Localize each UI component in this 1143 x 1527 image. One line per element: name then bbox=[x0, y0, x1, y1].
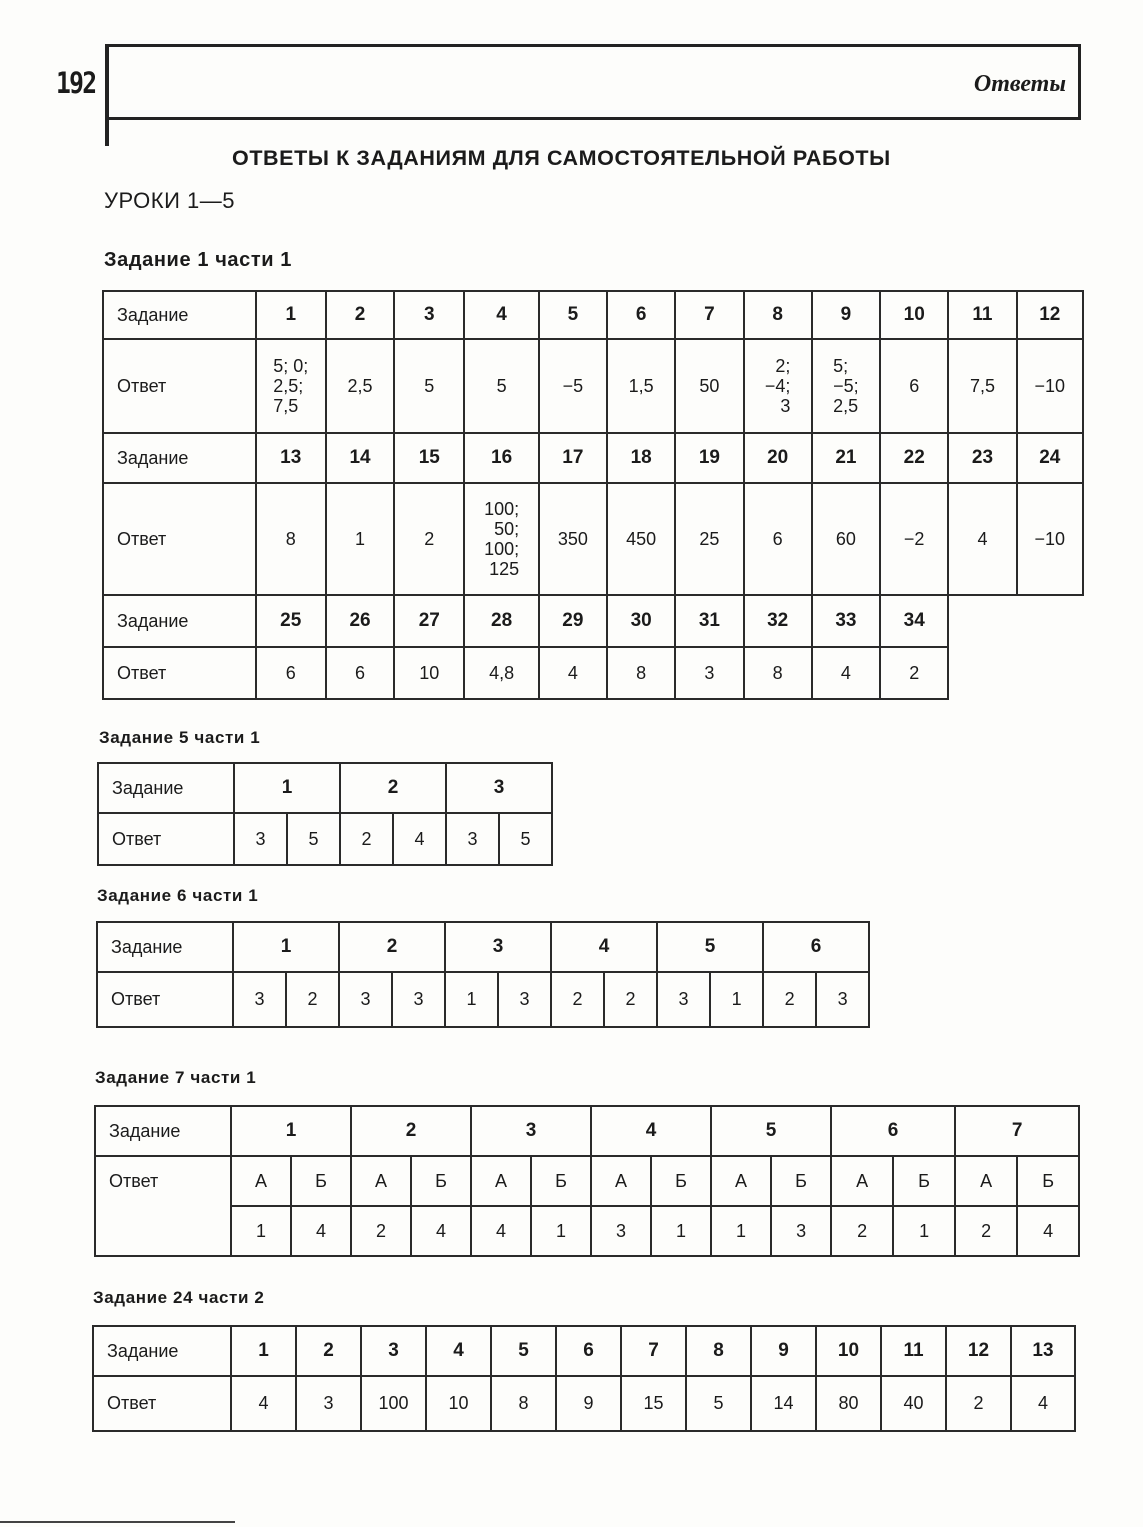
answer-label: Ответ bbox=[97, 972, 233, 1027]
task-number: 9 bbox=[812, 291, 880, 339]
answer-cell: 4 bbox=[471, 1206, 531, 1256]
task-label: Задание bbox=[103, 291, 256, 339]
task-row bbox=[95, 1106, 1079, 1156]
answer-cell: 3 bbox=[498, 972, 551, 1027]
answer-cell: −2 bbox=[880, 483, 948, 595]
answer-cell: −10 bbox=[1017, 339, 1083, 433]
task-number: 16 bbox=[464, 433, 538, 483]
task-row bbox=[93, 1326, 1075, 1376]
task-number: 14 bbox=[326, 433, 394, 483]
answer-cell: 4 bbox=[812, 647, 880, 699]
answer-cell: −5 bbox=[539, 339, 607, 433]
task-number: 1 bbox=[231, 1326, 296, 1376]
task-number: 5 bbox=[657, 922, 763, 972]
page-number: 192 bbox=[56, 66, 96, 100]
task-number: 1 bbox=[234, 763, 340, 813]
section-title-task7: Задание 7 части 1 bbox=[95, 1068, 257, 1087]
task-number: 29 bbox=[539, 595, 607, 647]
task-number: 7 bbox=[955, 1106, 1079, 1156]
answer-cell: 8 bbox=[491, 1376, 556, 1431]
task-number: 20 bbox=[744, 433, 812, 483]
answer-cell: 25 bbox=[675, 483, 743, 595]
answers-table-task24 bbox=[92, 1325, 1076, 1432]
task-number: 17 bbox=[539, 433, 607, 483]
answer-cell: 5 bbox=[464, 339, 538, 433]
answers-table-task5 bbox=[97, 762, 553, 866]
header-section-title: Ответы bbox=[973, 71, 1066, 97]
answer-cell: 3 bbox=[339, 972, 392, 1027]
answer-cell: 60 bbox=[812, 483, 880, 595]
task-number: 6 bbox=[556, 1326, 621, 1376]
answer-row bbox=[103, 339, 1083, 433]
answer-cell: 3 bbox=[657, 972, 710, 1027]
task-row bbox=[103, 595, 1083, 647]
letter-cell: Б bbox=[651, 1156, 711, 1206]
task-row bbox=[97, 922, 869, 972]
task-label: Задание bbox=[103, 433, 256, 483]
task-number: 10 bbox=[880, 291, 948, 339]
answer-label: Ответ bbox=[103, 647, 256, 699]
letter-cell: А bbox=[711, 1156, 771, 1206]
answer-cell: 2 bbox=[880, 647, 948, 699]
answer-cell: 6 bbox=[326, 647, 394, 699]
task-number: 31 bbox=[675, 595, 743, 647]
task-row bbox=[98, 763, 552, 813]
answer-cell: 2,5 bbox=[326, 339, 394, 433]
answer-cell: 4 bbox=[1017, 1206, 1079, 1256]
task-number: 8 bbox=[744, 291, 812, 339]
answer-cell: 6 bbox=[880, 339, 948, 433]
task-number: 25 bbox=[256, 595, 326, 647]
answer-cell: 4,8 bbox=[464, 647, 538, 699]
empty-cell bbox=[1017, 595, 1083, 647]
answer-cell: 100 bbox=[361, 1376, 426, 1431]
answer-cell: 1 bbox=[711, 1206, 771, 1256]
header-box bbox=[105, 44, 1081, 120]
answer-cell: 450 bbox=[607, 483, 675, 595]
task-number: 12 bbox=[946, 1326, 1011, 1376]
answer-cell: 3 bbox=[296, 1376, 361, 1431]
task-number: 27 bbox=[394, 595, 464, 647]
answer-cell: 2 bbox=[286, 972, 339, 1027]
answer-cell: 9 bbox=[556, 1376, 621, 1431]
answer-cell: 1 bbox=[231, 1206, 291, 1256]
answer-cell: 15 bbox=[621, 1376, 686, 1431]
answer-cell: 4 bbox=[539, 647, 607, 699]
lessons-heading: УРОКИ 1—5 bbox=[104, 188, 235, 213]
answer-row bbox=[97, 972, 869, 1027]
answer-cell: 2 bbox=[763, 972, 816, 1027]
answers-table-task7 bbox=[94, 1105, 1080, 1257]
task-number: 19 bbox=[675, 433, 743, 483]
answer-cell: 100; 50; 100; 125 bbox=[464, 483, 538, 595]
letter-cell: А bbox=[831, 1156, 893, 1206]
answer-cell: 3 bbox=[392, 972, 445, 1027]
task-number: 8 bbox=[686, 1326, 751, 1376]
letter-cell: А bbox=[231, 1156, 291, 1206]
answer-cell: 5; −5; 2,5 bbox=[812, 339, 880, 433]
answer-cell: 6 bbox=[744, 483, 812, 595]
answer-cell: 3 bbox=[591, 1206, 651, 1256]
task-number: 2 bbox=[340, 763, 446, 813]
task-number: 18 bbox=[607, 433, 675, 483]
answer-cell: 3 bbox=[233, 972, 286, 1027]
answer-cell: 10 bbox=[394, 647, 464, 699]
letter-cell: Б bbox=[291, 1156, 351, 1206]
task-number: 1 bbox=[256, 291, 326, 339]
answer-label: Ответ bbox=[98, 813, 234, 865]
task-number: 4 bbox=[426, 1326, 491, 1376]
task-number: 5 bbox=[711, 1106, 831, 1156]
task-number: 26 bbox=[326, 595, 394, 647]
empty-cell bbox=[948, 647, 1016, 699]
task-number: 3 bbox=[361, 1326, 426, 1376]
task-number: 13 bbox=[256, 433, 326, 483]
answer-cell: 80 bbox=[816, 1376, 881, 1431]
task-number: 1 bbox=[231, 1106, 351, 1156]
answer-cell: 5 bbox=[499, 813, 552, 865]
task-label: Задание bbox=[98, 763, 234, 813]
letter-cell: А bbox=[471, 1156, 531, 1206]
answer-cell: 40 bbox=[881, 1376, 946, 1431]
task-number: 4 bbox=[551, 922, 657, 972]
empty-cell bbox=[1017, 647, 1083, 699]
task-label: Задание bbox=[95, 1106, 231, 1156]
letter-cell: Б bbox=[411, 1156, 471, 1206]
task-number: 6 bbox=[607, 291, 675, 339]
task-number: 3 bbox=[445, 922, 551, 972]
task-number: 2 bbox=[296, 1326, 361, 1376]
task-number: 5 bbox=[539, 291, 607, 339]
answer-cell: 4 bbox=[948, 483, 1016, 595]
task-number: 12 bbox=[1017, 291, 1083, 339]
section-title-task24: Задание 24 части 2 bbox=[93, 1288, 265, 1307]
section-title-task1: Задание 1 части 1 bbox=[104, 249, 293, 271]
task-number: 30 bbox=[607, 595, 675, 647]
task-number: 2 bbox=[326, 291, 394, 339]
answer-cell: −10 bbox=[1017, 483, 1083, 595]
task-number: 28 bbox=[464, 595, 538, 647]
answer-cell: 1,5 bbox=[607, 339, 675, 433]
answer-cell: 350 bbox=[539, 483, 607, 595]
answer-row bbox=[103, 647, 1083, 699]
task-number: 11 bbox=[881, 1326, 946, 1376]
answer-cell: 4 bbox=[1011, 1376, 1075, 1431]
answer-cell: 3 bbox=[234, 813, 287, 865]
task-number: 15 bbox=[394, 433, 464, 483]
task-label: Задание bbox=[93, 1326, 231, 1376]
task-number: 9 bbox=[751, 1326, 816, 1376]
answer-label: Ответ bbox=[95, 1156, 231, 1256]
letter-cell: Б bbox=[1017, 1156, 1079, 1206]
answer-cell: 8 bbox=[744, 647, 812, 699]
letter-row bbox=[95, 1156, 1079, 1206]
answer-cell: 1 bbox=[893, 1206, 955, 1256]
bottom-rule bbox=[0, 1521, 235, 1523]
answer-cell: 1 bbox=[651, 1206, 711, 1256]
answer-cell: 1 bbox=[326, 483, 394, 595]
answer-cell: 4 bbox=[291, 1206, 351, 1256]
letter-cell: Б bbox=[531, 1156, 591, 1206]
task-row bbox=[103, 433, 1083, 483]
task-number: 3 bbox=[446, 763, 552, 813]
task-number: 11 bbox=[948, 291, 1016, 339]
task-number: 2 bbox=[339, 922, 445, 972]
letter-cell: А bbox=[955, 1156, 1017, 1206]
task-label: Задание bbox=[97, 922, 233, 972]
answer-cell: 50 bbox=[675, 339, 743, 433]
task-number: 34 bbox=[880, 595, 948, 647]
answer-cell: 4 bbox=[393, 813, 446, 865]
answer-row bbox=[93, 1376, 1075, 1431]
task-number: 4 bbox=[591, 1106, 711, 1156]
task-number: 1 bbox=[233, 922, 339, 972]
answer-cell: 3 bbox=[771, 1206, 831, 1256]
answer-cell: 10 bbox=[426, 1376, 491, 1431]
answer-cell: 7,5 bbox=[948, 339, 1016, 433]
answer-cell: 2 bbox=[551, 972, 604, 1027]
task-number: 23 bbox=[948, 433, 1016, 483]
task-number: 7 bbox=[621, 1326, 686, 1376]
answer-cell: 2 bbox=[946, 1376, 1011, 1431]
answer-cell: 6 bbox=[256, 647, 326, 699]
answers-table-task6 bbox=[96, 921, 870, 1028]
answer-cell: 2 bbox=[955, 1206, 1017, 1256]
task-number: 22 bbox=[880, 433, 948, 483]
letter-cell: А bbox=[591, 1156, 651, 1206]
task-label: Задание bbox=[103, 595, 256, 647]
answer-cell: 2; −4; 3 bbox=[744, 339, 812, 433]
task-number: 7 bbox=[675, 291, 743, 339]
task-number: 24 bbox=[1017, 433, 1083, 483]
empty-cell bbox=[948, 595, 1016, 647]
task-number: 32 bbox=[744, 595, 812, 647]
answer-row bbox=[103, 483, 1083, 595]
answer-cell: 5; 0; 2,5; 7,5 bbox=[256, 339, 326, 433]
answer-cell: 1 bbox=[445, 972, 498, 1027]
task-number: 13 bbox=[1011, 1326, 1075, 1376]
task-number: 3 bbox=[471, 1106, 591, 1156]
answer-cell: 8 bbox=[607, 647, 675, 699]
task-number: 6 bbox=[763, 922, 869, 972]
task-number: 6 bbox=[831, 1106, 955, 1156]
task-number: 3 bbox=[394, 291, 464, 339]
answer-cell: 1 bbox=[710, 972, 763, 1027]
task-number: 2 bbox=[351, 1106, 471, 1156]
answer-cell: 2 bbox=[394, 483, 464, 595]
header-stem bbox=[105, 118, 109, 146]
answer-label: Ответ bbox=[103, 339, 256, 433]
answer-cell: 5 bbox=[394, 339, 464, 433]
answer-cell: 1 bbox=[531, 1206, 591, 1256]
task-number: 33 bbox=[812, 595, 880, 647]
answer-row bbox=[95, 1206, 1079, 1256]
answer-cell: 2 bbox=[604, 972, 657, 1027]
answer-cell: 4 bbox=[411, 1206, 471, 1256]
task-number: 21 bbox=[812, 433, 880, 483]
section-title-task5: Задание 5 части 1 bbox=[99, 728, 261, 747]
answer-cell: 2 bbox=[340, 813, 393, 865]
letter-cell: Б bbox=[771, 1156, 831, 1206]
answer-cell: 3 bbox=[446, 813, 499, 865]
task-number: 5 bbox=[491, 1326, 556, 1376]
page-title: ОТВЕТЫ К ЗАДАНИЯМ ДЛЯ САМОСТОЯТЕЛЬНОЙ РАБОТЫ bbox=[232, 146, 891, 170]
letter-cell: Б bbox=[893, 1156, 955, 1206]
task-number: 4 bbox=[464, 291, 538, 339]
answer-cell: 2 bbox=[351, 1206, 411, 1256]
answer-cell: 3 bbox=[816, 972, 869, 1027]
answer-cell: 14 bbox=[751, 1376, 816, 1431]
answer-cell: 5 bbox=[686, 1376, 751, 1431]
letter-cell: А bbox=[351, 1156, 411, 1206]
answer-cell: 4 bbox=[231, 1376, 296, 1431]
answers-table-task1 bbox=[102, 290, 1084, 700]
answer-cell: 5 bbox=[287, 813, 340, 865]
answer-label: Ответ bbox=[93, 1376, 231, 1431]
answer-label: Ответ bbox=[103, 483, 256, 595]
answer-cell: 8 bbox=[256, 483, 326, 595]
answer-cell: 2 bbox=[831, 1206, 893, 1256]
answer-row bbox=[98, 813, 552, 865]
task-number: 10 bbox=[816, 1326, 881, 1376]
task-row bbox=[103, 291, 1083, 339]
answer-cell: 3 bbox=[675, 647, 743, 699]
section-title-task6: Задание 6 части 1 bbox=[97, 886, 259, 905]
